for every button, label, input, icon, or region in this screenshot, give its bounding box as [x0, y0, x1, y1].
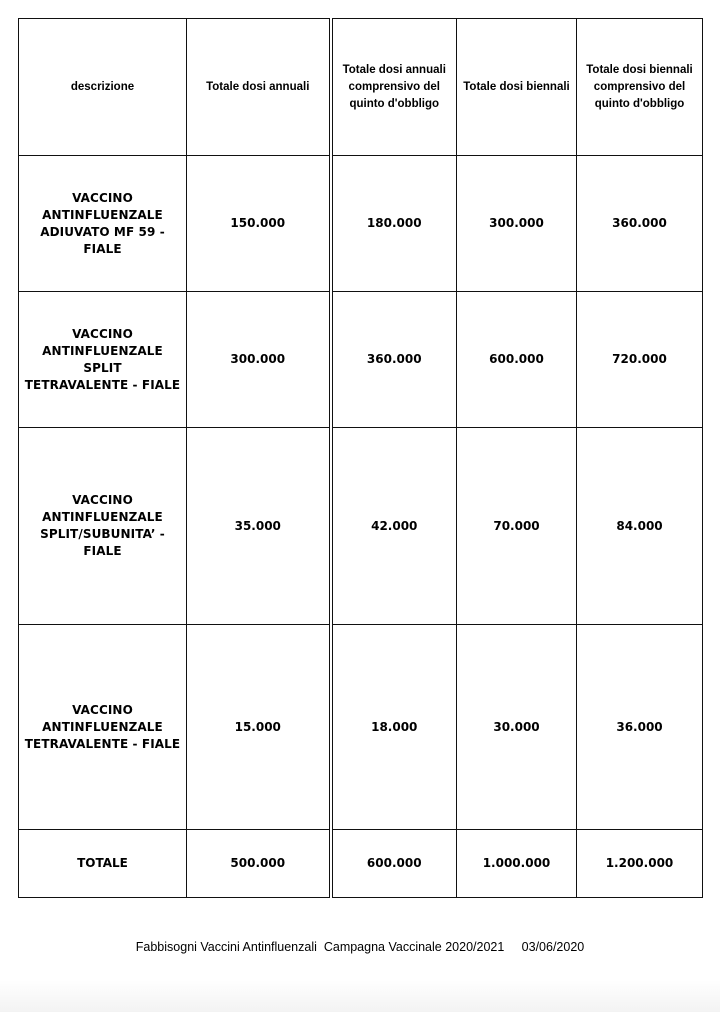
row-description — [19, 625, 187, 830]
description-line: ANTINFLUENZALE — [42, 510, 163, 524]
header-row — [19, 19, 703, 156]
header-totale-dosi-annuali-quinto: Totale dosi annuali comprensivo del quinto d'obbligo — [331, 19, 457, 156]
table-row — [19, 156, 703, 292]
total-annuali: 500.000 — [187, 830, 331, 898]
cell-annuali-quinto: 18.000 — [331, 625, 457, 830]
vaccine-requirements-table — [18, 18, 703, 898]
description-line: ADIUVATO MF 59 - — [40, 224, 165, 239]
cell-biennali: 300.000 — [457, 156, 577, 292]
cell-annuali-quinto: 360.000 — [331, 292, 457, 428]
description-line: FIALE — [83, 241, 122, 256]
document-footer: Fabbisogni Vaccini Antinfluenzali Campagna Vaccinale 2020/2021 03/06/2020 — [135, 940, 585, 954]
cell-annuali: 300.000 — [187, 292, 331, 428]
row-description — [19, 156, 187, 292]
table-row — [19, 292, 703, 428]
description-line: TETRAVALENTE - FIALE — [24, 736, 181, 751]
description-line: VACCINO — [72, 493, 133, 507]
header-totale-dosi-annuali: Totale dosi annuali — [187, 19, 331, 156]
cell-biennali: 600.000 — [457, 292, 577, 428]
description-line: FIALE — [83, 544, 122, 558]
cell-biennali-quinto: 84.000 — [577, 428, 703, 625]
total-biennali-quinto: 1.200.000 — [577, 830, 703, 898]
header-totale-dosi-biennali: Totale dosi biennali — [457, 19, 577, 156]
cell-annuali: 35.000 — [187, 428, 331, 625]
cell-annuali-quinto: 42.000 — [331, 428, 457, 625]
cell-annuali-quinto: 180.000 — [331, 156, 457, 292]
cell-biennali: 30.000 — [457, 625, 577, 830]
description-line: VACCINO — [72, 702, 133, 717]
page-bottom-shade — [0, 980, 720, 1012]
cell-biennali-quinto: 360.000 — [577, 156, 703, 292]
total-biennali: 1.000.000 — [457, 830, 577, 898]
description-line: TETRAVALENTE - FIALE — [24, 377, 181, 392]
table-row — [19, 625, 703, 830]
description-line: ANTINFLUENZALE — [42, 207, 163, 222]
description-line: ANTINFLUENZALE — [42, 719, 163, 734]
total-annuali-quinto: 600.000 — [331, 830, 457, 898]
table-row — [19, 428, 703, 625]
row-description — [19, 428, 187, 625]
cell-annuali: 15.000 — [187, 625, 331, 830]
total-row — [19, 830, 703, 898]
description-line: VACCINO — [72, 326, 133, 341]
header-totale-dosi-biennali-quinto: Totale dosi biennali comprensivo del quinto d'obbligo — [577, 19, 703, 156]
description-line: ANTINFLUENZALE SPLIT — [42, 343, 163, 375]
description-line: SPLIT/SUBUNITA’ - — [40, 527, 165, 541]
total-label: TOTALE — [19, 830, 187, 898]
cell-biennali-quinto: 720.000 — [577, 292, 703, 428]
header-descrizione: descrizione — [19, 19, 187, 156]
cell-biennali: 70.000 — [457, 428, 577, 625]
description-line: VACCINO — [72, 190, 133, 205]
cell-biennali-quinto: 36.000 — [577, 625, 703, 830]
row-description — [19, 292, 187, 428]
cell-annuali: 150.000 — [187, 156, 331, 292]
